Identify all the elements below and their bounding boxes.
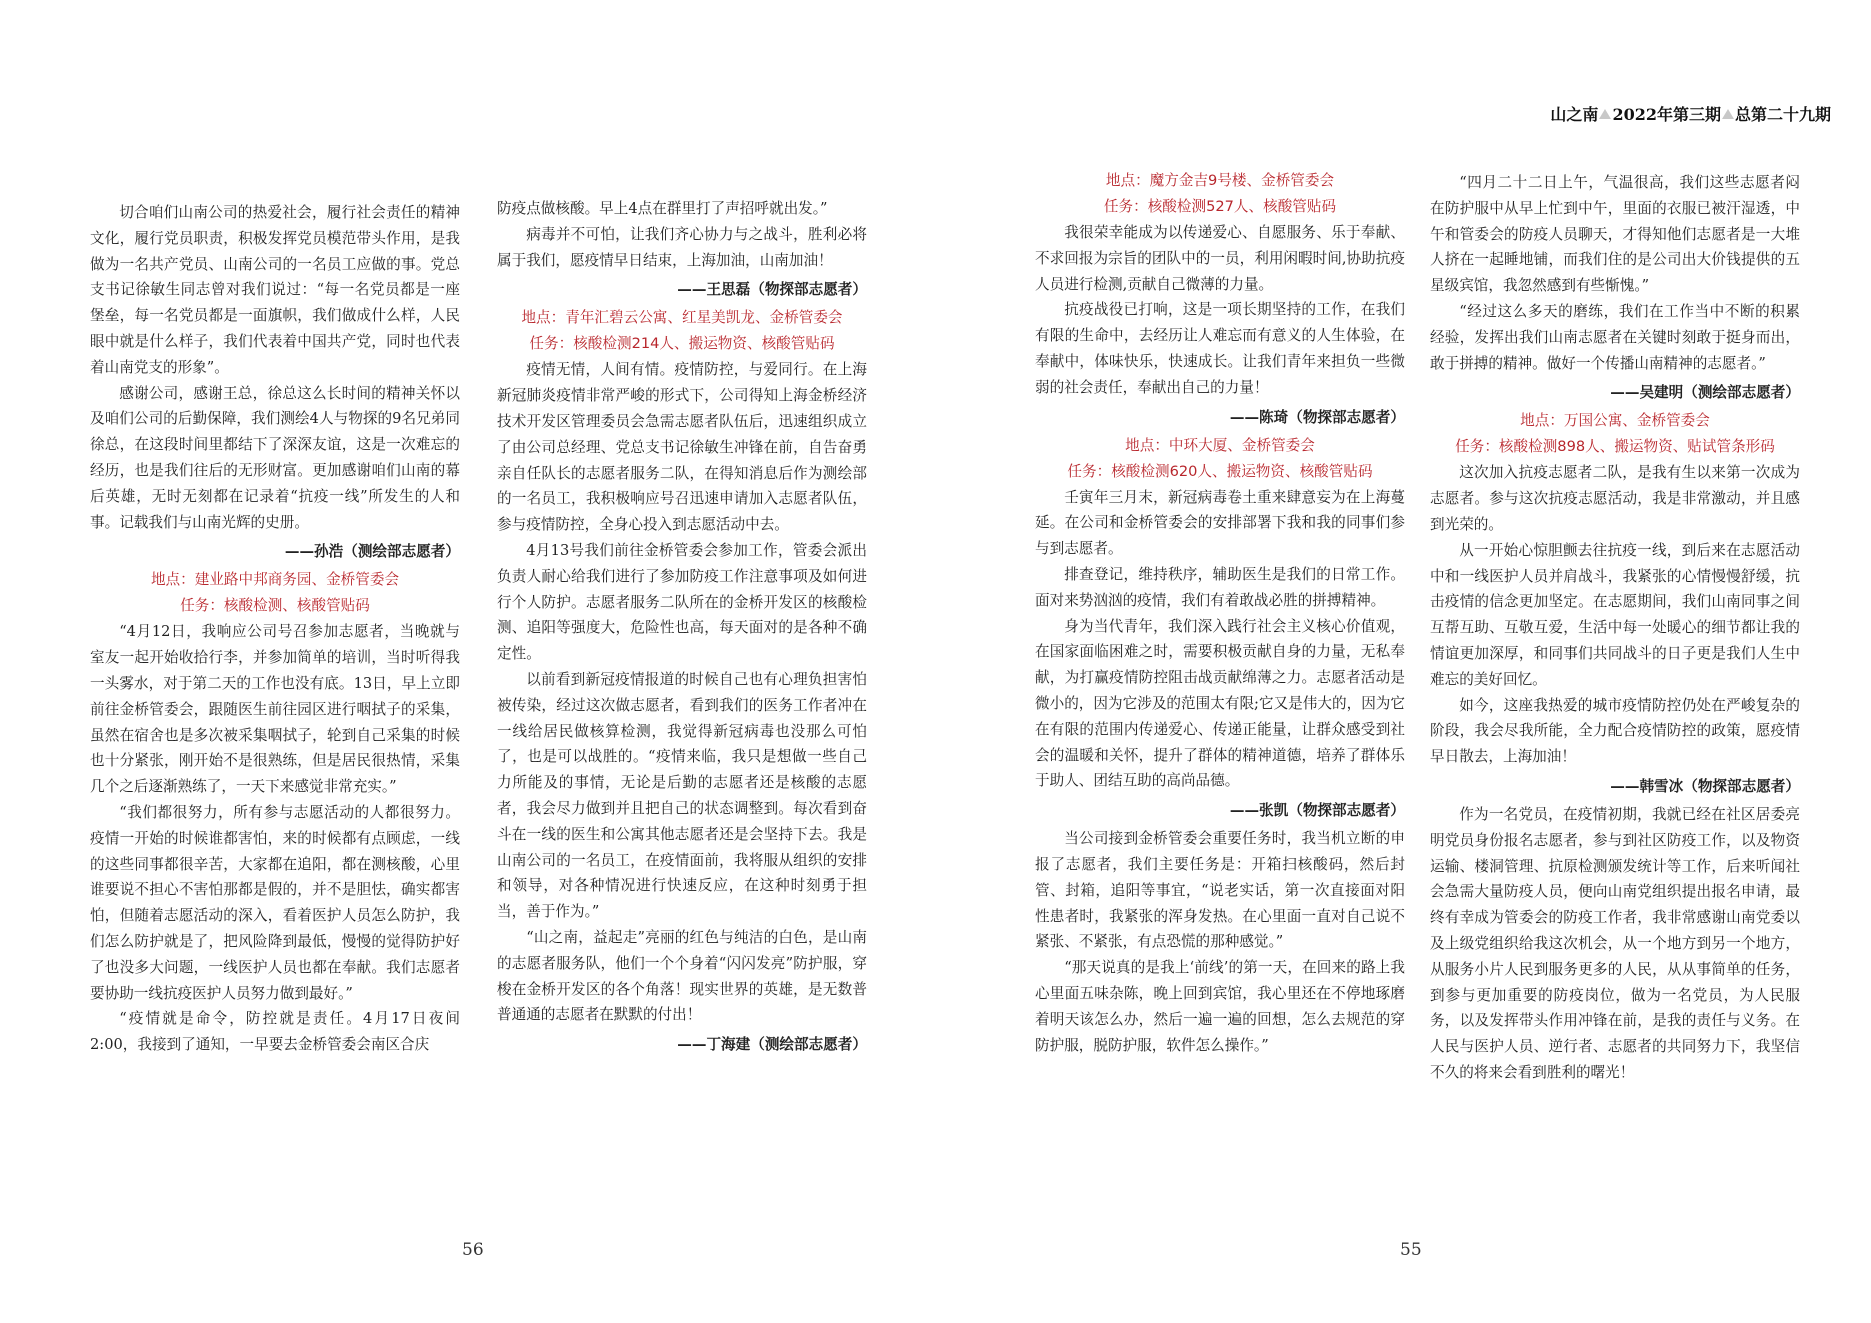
running-header <box>1550 102 1831 125</box>
paragraph: 作为一名党员，在疫情初期，我就已经在社区居委亮明党员身份报名志愿者，参与到社区防疫工作，以及物资运输、楼洞管理、抗原检测颁发统计等工作，后来听闻社会急需大量防疫人员，便向山南党组织提出报名申请，最终有幸成为管委会的防疫工作者，我非常感谢山南党委以及上级党组织给我这次机会，从一个地方到另一个地方，从服务小片人民到服务更多的人民，从从事简单的任务，到参与更加重要的防疫岗位，做为一名党员，为人民服务，以及发挥带头作用冲锋在前，是我的责任与义务。在人民与医护人员、逆行者、志愿者的共同努力下，我坚信不久的将来会看到胜利的曙光！ <box>1430 805 1800 1081</box>
paragraph: “4月12日，我响应公司号召参加志愿者，当晚就与室友一起开始收拾行李，并参加简单的培训，当时听得我一头雾水，对于第二天的工作也没有底。13日，早上立即前往金桥管委会，跟随医生前往园区进行咽拭子的采集，虽然在宿舍也是多次被采集咽拭子，轮到自己采集的时候也十分紧张，刚开始不是很熟练，但是居民很热情，采集几个之后逐渐熟练了，一天下来感觉非常充实。” <box>90 623 460 796</box>
column-1 <box>90 200 460 1058</box>
task-label: 任务：核酸检测214人、搬运物资、核酸管贴码 <box>529 335 835 353</box>
paragraph: “山之南，益起走”亮丽的红色与纯洁的白色，是山南的志愿者服务队，他们一个个身着“闪闪发亮”防护服，穿梭在金桥开发区的各个角落！现实世界的英雄，是无数普普通通的志愿者在默默的付出！ <box>497 928 867 1024</box>
triangle-icon <box>1722 109 1734 119</box>
location-label: 地点：青年汇碧云公寓、红星美凯龙、金桥管委会 <box>521 309 843 327</box>
task-label: 任务：核酸检测898人、搬运物资、贴试管条形码 <box>1455 438 1775 456</box>
author-signature: ——陈琦（物探部志愿者） <box>1229 408 1405 426</box>
paragraph: 如今，这座我热爱的城市疫情防控仍处在严峻复杂的阶段，我会尽我所能，全力配合疫情防控的政策，愿疫情早日散去，上海加油！ <box>1430 696 1800 766</box>
author-signature: ——孙浩（测绘部志愿者） <box>284 543 460 561</box>
location-label: 地点：中环大厦、金桥管委会 <box>1125 436 1315 454</box>
paragraph: 从一开始心惊胆颤去往抗疫一线，到后来在志愿活动中和一线医护人员并肩战斗，我紧张的心情慢慢舒缓，抗击疫情的信念更加坚定。在志愿期间，我们山南同事之间互帮互助、互敬互爱，生活中每一处暖心的细节都让我的情谊更加深厚，和同事们共同战斗的日子更是我们人生中难忘的美好回忆。 <box>1430 541 1800 688</box>
author-signature: ——吴建明（测绘部志愿者） <box>1610 384 1800 402</box>
triangle-icon <box>1599 109 1611 119</box>
location-label: 地点：万国公寓、金桥管委会 <box>1520 412 1710 430</box>
location-label: 地点：建业路中邦商务园、金桥管委会 <box>150 571 400 589</box>
task-label: 任务：核酸检测527人、核酸管贴码 <box>1103 198 1337 215</box>
task-label: 任务：核酸检测、核酸管贴码 <box>180 597 370 615</box>
magazine-name: 山之南 <box>1550 105 1599 124</box>
paragraph: 排查登记，维持秩序，辅助医生是我们的日常工作。面对来势汹汹的疫情，我们有着敢战必胜的拼搏精神。 <box>1035 565 1405 609</box>
paragraph: 感谢公司，感谢王总，徐总这么长时间的精神关怀以及咱们公司的后勤保障，我们测绘4人与物探的9名兄弟同徐总，在这段时间里都结下了深深友谊，这是一次难忘的经历，也是我们往后的无形财富。更加感谢咱们山南的幕后英雄，无时无刻都在记录着“抗疫一线”所发生的人和事。记载我们与山南光辉的史册。 <box>90 384 460 531</box>
page-number-left: 56 <box>462 1240 484 1260</box>
paragraph: 以前看到新冠疫情报道的时候自己也有心理负担害怕被传染，经过这次做志愿者，看到我们的医务工作者冲在一线给居民做核算检测，我觉得新冠病毒也没那么可怕了，也是可以战胜的。“疫情来临，我只是想做一些自己力所能及的事情，无论是后勤的志愿者还是核酸的志愿者，我会尽力做到并且把自己的状态调整到。每次看到奋斗在一线的医生和公寓其他志愿者还是会坚持下去。我是山南公司的一名员工，在疫情面前，我将服从组织的安排和领导，对各种情况进行快速反应，在这种时刻勇于担当，善于作为。” <box>497 670 867 921</box>
paragraph: 这次加入抗疫志愿者二队，是我有生以来第一次成为志愿者。参与这次抗疫志愿活动，我是非常激动，并且感到光荣的。 <box>1430 464 1800 533</box>
column-4 <box>1430 170 1800 1086</box>
paragraph: “疫情就是命令，防控就是责任。4月17日夜间2:00，我接到了通知，一早要去金桥管委会南区合庆 <box>90 1010 460 1054</box>
paragraph: “我们都很努力，所有参与志愿活动的人都很努力。疫情一开始的时候谁都害怕，来的时候都有点顾虑，一线的这些同事都很辛苦，大家都在追阳，都在测核酸，心里谁要说不担心不害怕那都是假的，并不是胆怯，确实都害怕，但随着志愿活动的深入，看着医护人员怎么防护，我们怎么防护就是了，把风险降到最低，慢慢的觉得防护好了也没多大问题，一线医护人员也都在奉献。我们志愿者要协助一线抗疫医护人员努力做到最好。” <box>90 803 460 1002</box>
location-label: 地点：魔方金吉9号楼、金桥管委会 <box>1105 172 1335 189</box>
paragraph: 当公司接到金桥管委会重要任务时，我当机立断的申报了志愿者，我们主要任务是：开箱扫核酸码，然后封管、封箱，追阳等事宜，“说老实话，第一次直接面对阳性患者时，我紧张的浑身发热。在心里面一直对自己说不紧张、不紧张，有点恐慌的那种感觉。” <box>1035 830 1405 951</box>
paragraph: 防疫点做核酸。早上4点在群里打了声招呼就出发。” <box>497 200 828 217</box>
paragraph: 4月13号我们前往金桥管委会参加工作，管委会派出负责人耐心给我们进行了参加防疫工作注意事项及如何进行个人防护。志愿者服务二队所在的金桥开发区的核酸检测、追阳等强度大，危险性也高，每天面对的是各种不确定性。 <box>497 541 867 663</box>
author-signature: ——王思磊（物探部志愿者） <box>677 281 867 299</box>
paragraph: 疫情无情，人间有情。疫情防控，与爱同行。在上海新冠肺炎疫情非常严峻的形式下，公司得知上海金桥经济技术开发区管理委员会急需志愿者队伍后，迅速组织成立了由公司总经理、党总支书记徐敏生冲锋在前，自告奋勇亲自任队长的志愿者服务二队，在得知消息后作为测绘部的一名员工，我积极响应号召迅速申请加入志愿者队伍，参与疫情防控，全身心投入到志愿活动中去。 <box>497 361 867 534</box>
author-signature: ——丁海建（测绘部志愿者） <box>677 1036 867 1054</box>
author-signature: ——韩雪冰（物探部志愿者） <box>1610 777 1800 795</box>
author-signature: ——张凯（物探部志愿者） <box>1229 802 1405 820</box>
paragraph: “四月二十二日上午，气温很高，我们这些志愿者闷在防护服中从早上忙到中午，里面的衣服已被汗湿透，中午和管委会的防疫人员聊天，才得知他们志愿者是一大堆人挤在一起睡地铺，而我们住的是公司出大价钱提供的五星级宾馆，我忽然感到有些惭愧。” <box>1430 174 1800 295</box>
paragraph: “那天说真的是我上‘前线’的第一天，在回来的路上我心里面五味杂陈，晚上回到宾馆，我心里还在不停地琢磨着明天该怎么办，然后一遍一遍的回想，怎么去规范的穿防护服，脱防护服，软件怎么操作。” <box>1035 959 1405 1054</box>
issue-label: 2022年第三期 <box>1612 105 1721 124</box>
total-issue-label: 总第二十九期 <box>1734 105 1831 124</box>
paragraph: 壬寅年三月末，新冠病毒卷土重来肆意妄为在上海蔓延。在公司和金桥管委会的安排部署下我和我的同事们参与到志愿者。 <box>1035 488 1405 558</box>
task-label: 任务：核酸检测620人、搬运物资、核酸管贴码 <box>1067 462 1373 480</box>
paragraph: 我很荣幸能成为以传递爱心、自愿服务、乐于奉献、不求回报为宗旨的团队中的一员，利用闲暇时间,协助抗疫人员进行检测,贡献自己微薄的力量。 <box>1035 224 1405 293</box>
column-2 <box>497 196 867 1060</box>
paragraph: 身为当代青年，我们深入践行社会主义核心价值观，在国家面临困难之时，需要积极贡献自身的力量，无私奉献，为打赢疫情防控阻击战贡献绵薄之力。志愿者活动是微小的，因为它涉及的范围太有限;它又是伟大的，因为它在有限的范围内传递爱心、传递正能量，让群众感受到社会的温暖和关怀，提升了群体的精神道德，培养了群体乐于助人、团结互助的高尚品德。 <box>1035 617 1405 790</box>
column-3 <box>1035 168 1405 1058</box>
paragraph: 抗疫战役已打响，这是一项长期坚持的工作，在我们有限的生命中，去经历让人难忘而有意义的人生体验，在奉献中，体味快乐，快速成长。让我们青年来担负一些微弱的社会责任，奉献出自己的力量！ <box>1035 301 1405 396</box>
paragraph: 病毒并不可怕，让我们齐心协力与之战斗，胜利必将属于我们，愿疫情早日结束，上海加油，山南加油！ <box>497 225 867 269</box>
page-number-right: 55 <box>1400 1240 1422 1260</box>
paragraph: 切合咱们山南公司的热爱社会，履行社会责任的精神文化，履行党员职责，积极发挥党员模范带头作用，是我做为一名共产党员、山南公司的一名员工应做的事。党总支书记徐敏生同志曾对我们说过：“每一名党员都是一座堡垒，每一名党员都是一面旗帜，我们做成什么样，人民眼中就是什么样子，我们代表着中国共产党，同时也代表着山南党支的形象”。 <box>90 204 460 376</box>
paragraph: “经过这么多天的磨练，我们在工作当中不断的积累经验，发挥出我们山南志愿者在关键时刻敢于挺身而出，敢于拼搏的精神。做好一个传播山南精神的志愿者。” <box>1430 302 1800 372</box>
